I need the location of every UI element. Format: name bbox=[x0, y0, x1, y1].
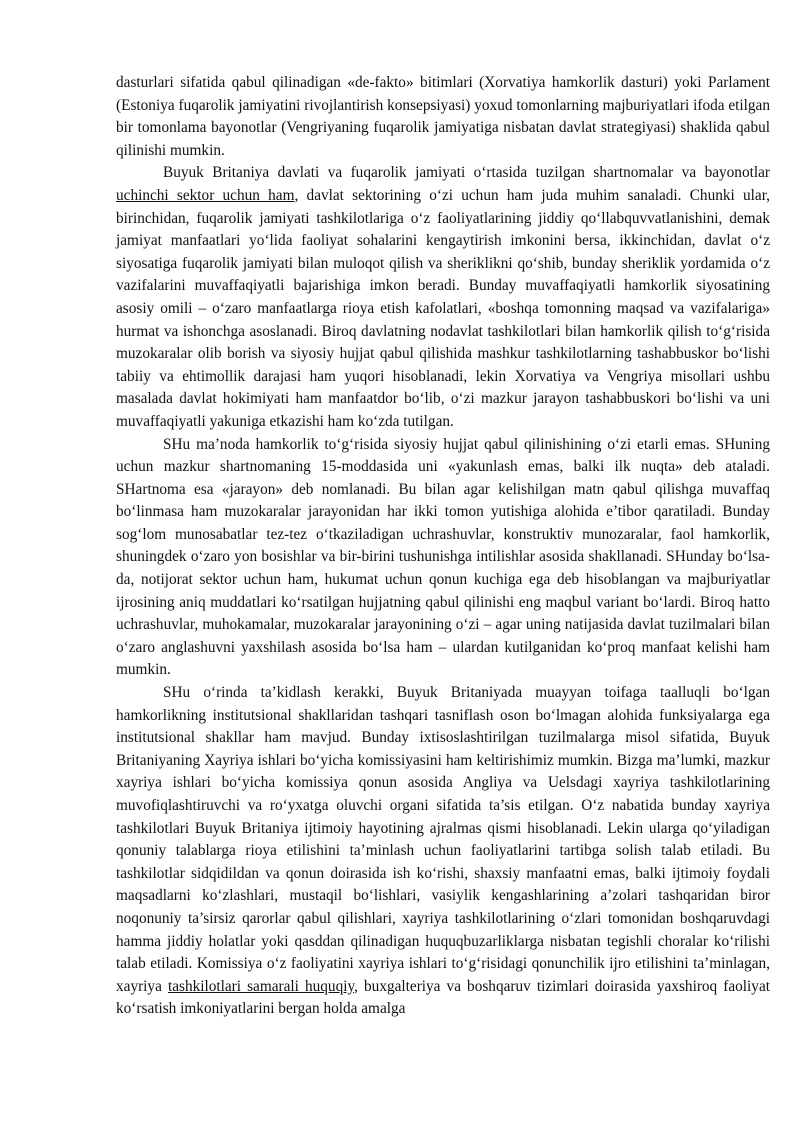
underlined-phrase: uchinchi sektor uchun ham bbox=[116, 186, 295, 204]
paragraph-text: SHu ma’noda hamkorlik to‘g‘risida siyosiy hujjat qabul qilinishining o‘zi etarli emas. SHuning uchun mazkur shartnomaning 15-moddasida uni «yakunlash emas, balki ilk nuqta» deb ataladi. SHartnoma esa «jarayon» deb nomlanadi. Bu bilan agar kelishilgan matn qabul qilishga muvaffaq bo‘linmasa ham muzokaralar jarayonidan har ikki tomon yutishiga alohida e’tibor qaratiladi. Bunday sog‘lom munosabatlar tez-tez o‘tkaziladigan uchrashuvlar, konstruktiv munozaralar, faol hamkorlik, shuningdek o‘zaro yon bosishlar va bir-birini tushunishga intilishlar asosida shakllanadi. SHunday bo‘lsa-da, notijorat sektor uchun ham, hukumat uchun qonun kuchiga ega deb hisoblangan va majburiyatlar ijrosining aniq muddatlari ko‘rsatilgan hujjatning qabul qilinishi eng maqbul variant bo‘lardi. Biroq hatto uchrashuvlar, muhokamalar, muzokaralar jarayonining o‘zi – agar uning natijasida davlat tuzilmalari bilan o‘zaro anglashuvni yaxshilash asosida bo‘lsa ham – ulardan kutilganidan ko‘proq manfaat kelishi ham mumkin. bbox=[116, 435, 770, 679]
paragraph-2 bbox=[116, 162, 770, 433]
paragraph-3 bbox=[116, 434, 770, 683]
paragraph-text: Buyuk Britaniya davlati va fuqarolik jamiyati o‘rtasida tuzilgan shartnomalar va bayonotlar bbox=[163, 164, 770, 182]
paragraph-text: , buxgalteriya va boshqaruv tizimlari doirasida yaxshiroq faoliyat ko‘rsatish imkoniyatlarini bergan holda amalga bbox=[116, 977, 770, 1018]
paragraph-text: SHu o‘rinda ta’kidlash kerakki, Buyuk Britaniyada muayyan toifaga taalluqli bo‘lgan hamkorlikning institutsional shakllaridan tashqari tasniflash oson bo‘lmagan alohida funksiyalarga ega institutsional shakllar ham mavjud. Bunday ixtisoslashtirilgan tuzilmalarga misol sifatida, Buyuk Britaniyaning Xayriya ishlari bo‘yicha komissiyasini ham keltirishimiz mumkin. Bizga ma’lumki, mazkur xayriya ishlari bo‘yicha komissiya qonun asosida Angliya va Uelsdagi xayriya tashkilotlarining muvofiqlashtiruvchi va ro‘yxatga oluvchi organi sifatida ta’sis etilgan. O‘z nabatida bunday xayriya tashkilotlari Buyuk Britaniya ijtimoiy hayotining ajralmas qismi hisoblanadi. Lekin ularga qo‘yiladigan qonuniy talablarga rioya etilishini ta’minlash uchun faoliyatlarini tartibga solish talab etiladi. Bu tashkilotlar sidqidildan va qonun doirasida ish ko‘rishi, shaxsiy manfaatni emas, balki ijtimoiy foydali maqsadlarni ko‘zlashlari, mustaqil bo‘lishlari, vasiylik kengashlarining a’zolari tashqaridan biror noqonuniy ta’sirsiz qarorlar qabul qilishlari, xayriya tashkilotlarining o‘zlari tomonidan boshqaruvdagi hamma jiddiy holatlar yoki qasddan qilinadigan huquqbuzarliklarga nisbatan tegishli choralar ko‘rilishi talab etiladi. Komissiya o‘z faoliyatini xayriya ishlari to‘g‘risidagi qonunchilik ijro etilishini ta’minlagan, xayriya bbox=[116, 684, 770, 995]
document-page bbox=[116, 72, 770, 1021]
paragraph-4 bbox=[116, 682, 770, 1021]
paragraph-text: , davlat sektorining o‘zi uchun ham juda muhim sanaladi. Chunki ular, birinchidan, fuqarolik jamiyati tashkilotlariga o‘z faoliyatlarining jiddiy qo‘llabquvvatlanishini, demak jamiyat manfaatlari yo‘lida faoliyat sohalarini kengaytirish imkonini bersa, ikkinchidan, davlat o‘z siyosatiga fuqarolik jamiyati bilan muloqot qilish va sheriklikni qo‘shib, bunday sheriklik yordamida o‘z vazifalarini muvaffaqiyatli bajarishiga imkon beradi. Bunday muvaffaqiyatli hamkorlik siyosatining asosiy omili – o‘zaro manfaatlarga rioya etish kafolatlari, «boshqa tomonning maqsad va vazifalariga» hurmat va ishonchga asoslanadi. Biroq davlatning nodavlat tashkilotlari bilan hamkorlik qilish to‘g‘risida muzokaralar olib borish va siyosiy hujjat qabul qilishida mashkur tashkilotlarning tashabbuskor bo‘lishi tabiiy va ehtimollik darajasi ham yuqori hisoblanadi, lekin Xorvatiya va Vengriya misollari ushbu masalada davlat hokimiyati ham manfaatdor bo‘lib, o‘zi mazkur jarayon tashabbuskori bo‘lishi va uni muvaffaqiyatli yakuniga etkazishi ham ko‘zda tutilgan. bbox=[116, 186, 771, 430]
underlined-phrase: tashkilotlari samarali huquqiy bbox=[167, 977, 355, 995]
paragraph-1 bbox=[116, 72, 770, 162]
paragraph-text: dasturlari sifatida qabul qilinadigan «de-fakto» bitimlari (Xorvatiya hamkorlik dasturi) yoki Parlament (Estoniya fuqarolik jamiyatini rivojlantirish konsepsiyasi) yoxud tomonlarning majburiyatlari ifoda etilgan bir tomonlama bayonotlar (Vengriyaning fuqarolik jamiyatiga nisbatan davlat strategiyasi) shaklida qabul qilinishi mumkin. bbox=[116, 74, 770, 159]
